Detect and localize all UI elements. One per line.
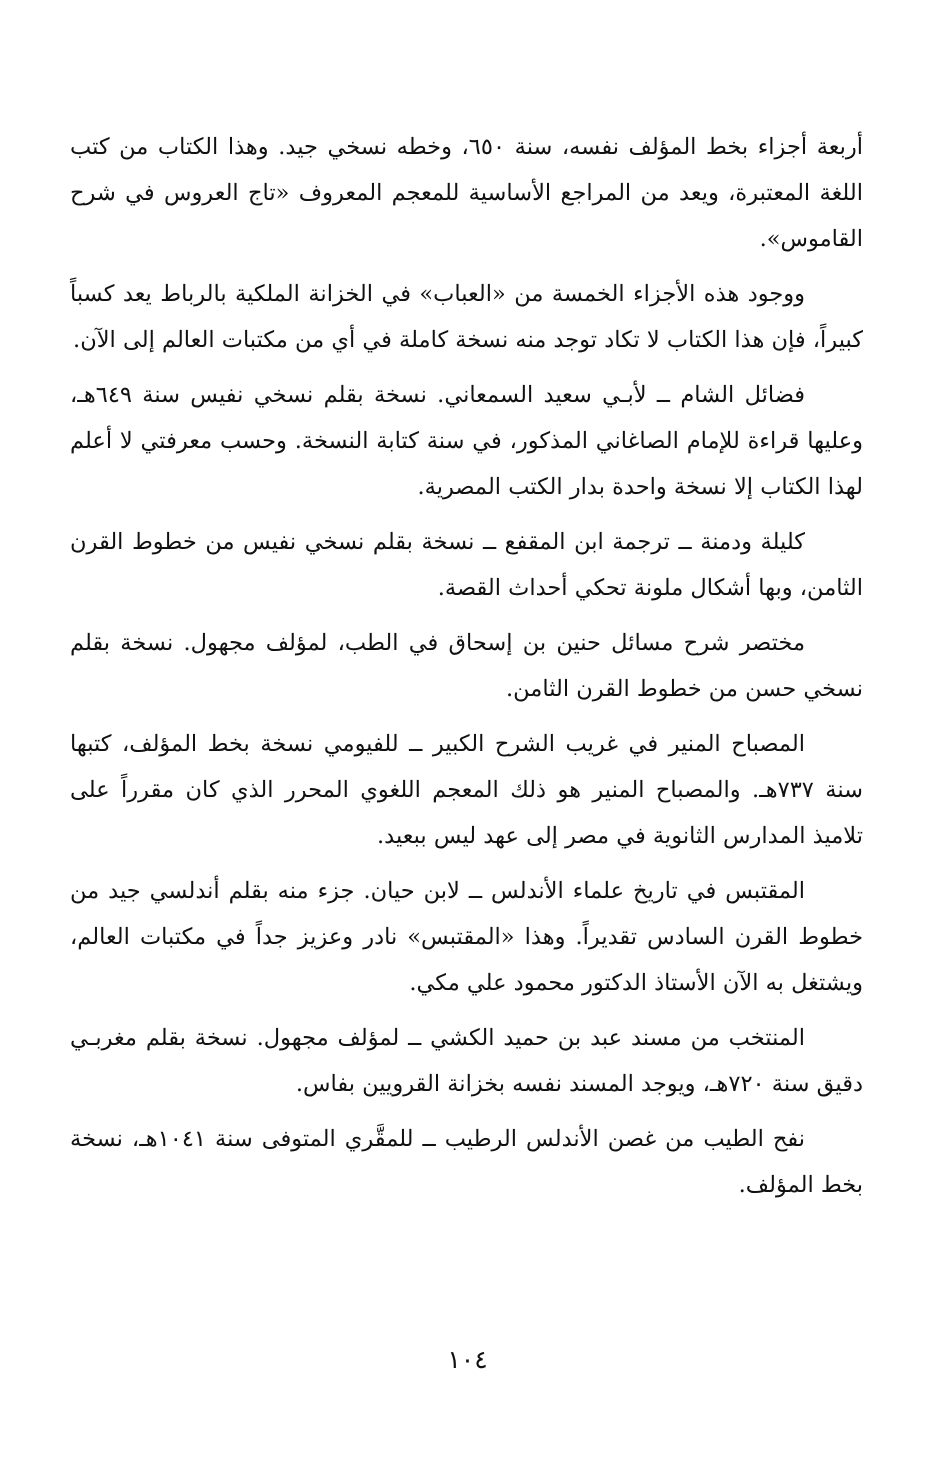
paragraph-mukhtasar-masail-hunayn: مختصر شرح مسائل حنين بن إسحاق في الطب، لمؤلف مجهول. نسخة بقلم نسخي حسن من خطوط القرن الثامن.	[70, 630, 863, 702]
body-text	[70, 124, 863, 1217]
paragraph-fadail-al-sham: فضائل الشام ــ لأبـي سعيد السمعاني. نسخة بقلم نسخي نفيس سنة ٦٤٩هـ، وعليها قراءة للإمام الصاغاني المذكور، في سنة كتابة النسخة. وحسب معرفتي لا أعلم لهذا الكتاب إلا نسخة واحدة بدار الكتب المصرية.	[70, 382, 863, 500]
page-number: ١٠٤	[447, 1345, 488, 1374]
paragraph-kalila-wa-dimna: كليلة ودمنة ــ ترجمة ابن المقفع ــ نسخة بقلم نسخي نفيس من خطوط القرن الثامن، وبها أشكال ملونة تحكي أحداث القصة.	[70, 529, 863, 601]
paragraph-tajal-arus: أربعة أجزاء بخط المؤلف نفسه، سنة ٦٥٠، وخطه نسخي جيد. وهذا الكتاب من كتب اللغة المعتبرة، ويعد من المراجع الأساسية للمعجم المعروف «تاج العروس في شرح القاموس».	[70, 134, 863, 252]
paragraph-al-ubab: ووجود هذه الأجزاء الخمسة من «العباب» في الخزانة الملكية بالرباط يعد كسباً كبيراً، فإن هذا الكتاب لا تكاد توجد منه نسخة كاملة في أي من مكتبات العالم إلى الآن.	[70, 281, 863, 353]
paragraph-al-misbah-al-munir: المصباح المنير في غريب الشرح الكبير ــ للفيومي نسخة بخط المؤلف، كتبها سنة ٧٣٧هـ. والمصباح المنير هو ذلك المعجم اللغوي المحرر الذي كان مقرراً على تلاميذ المدارس الثانوية في مصر إلى عهد ليس ببعيد.	[70, 731, 864, 849]
paragraph-al-muqtabis: المقتبس في تاريخ علماء الأندلس ــ لابن حيان. جزء منه بقلم أندلسي جيد من خطوط القرن السادس تقديراً. وهذا «المقتبس» نادر وعزيز جداً في مكتبات العالم، ويشتغل به الآن الأستاذ الدكتور محمود علي مكي.	[70, 878, 863, 996]
paragraph-al-muntakhab: المنتخب من مسند عبد بن حميد الكشي ــ لمؤلف مجهول. نسخة بقلم مغربـي دقيق سنة ٧٢٠هـ، ويوجد المسند نفسه بخزانة القرويين بفاس.	[70, 1025, 863, 1097]
paragraph-nafh-al-tib: نفح الطيب من غصن الأندلس الرطيب ــ للمقَّري المتوفى سنة ١٠٤١هـ، نسخة بخط المؤلف.	[70, 1126, 863, 1198]
